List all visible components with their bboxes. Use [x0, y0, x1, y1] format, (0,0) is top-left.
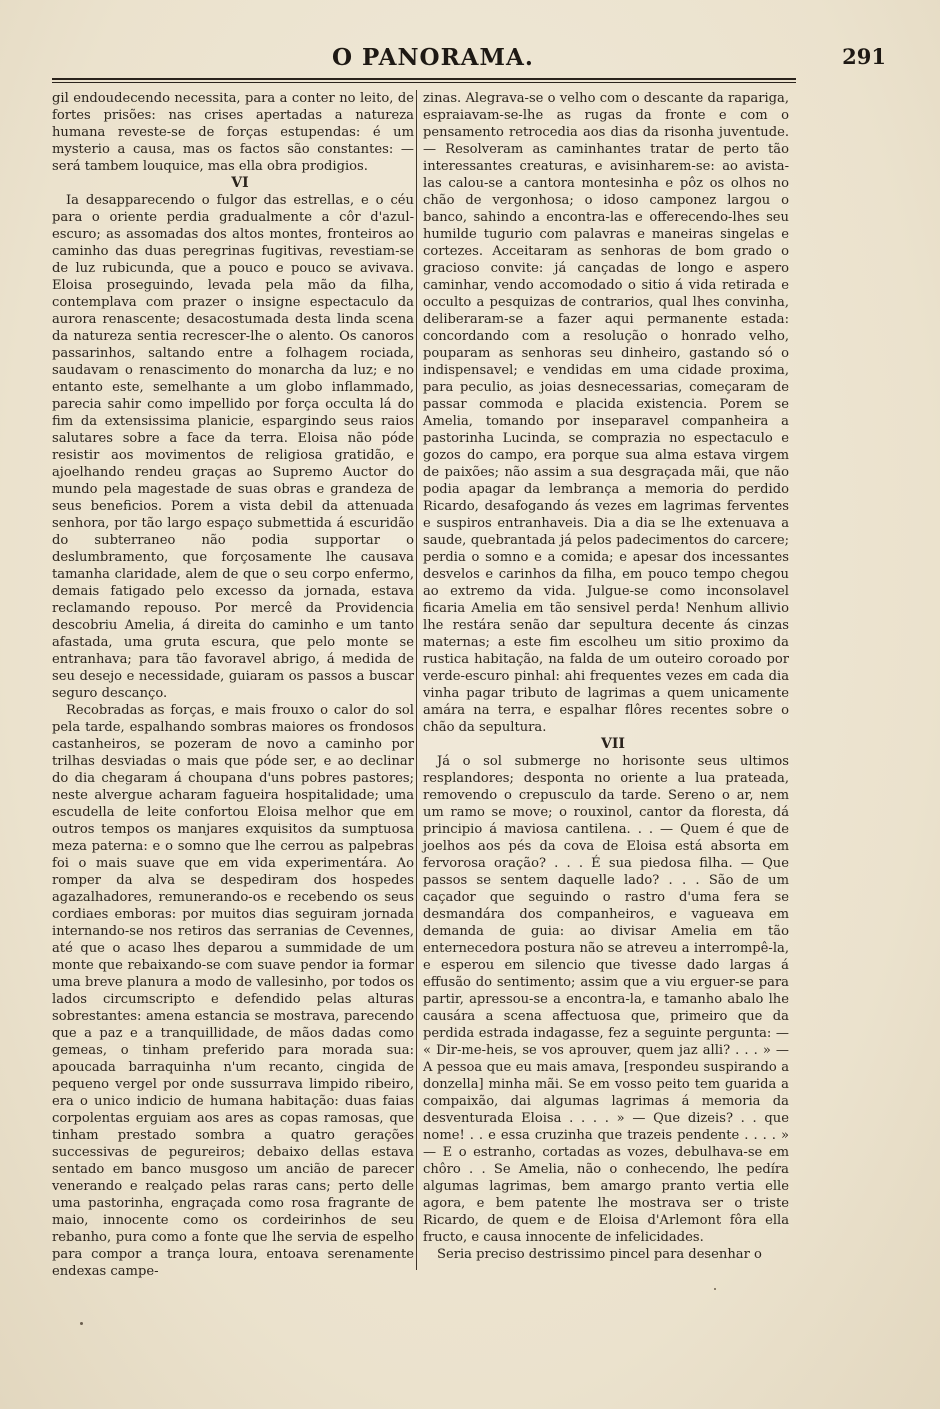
right-paragraph-2: Já o sol submerge no horisonte seus ultimos resplandores; desponta no oriente a lua prateada, removendo o crepusculo da tarde. Sereno o ar, nem um ramo se move; o rouxinol, cantor da floresta, dá principio á maviosa cantilena. . . — Quem é que de joelhos aos pés da cova de Eloisa está absorta em fervorosa oração? . . . É sua piedosa filha. — Que passos se sentem daquelle lado? . . . São de um caçador que seguindo o rastro d'uma fera se desmandára dos companheiros, e vagueava em demanda de guia: ao divisar Amelia em tão enternecedora postura não se atreveu a interrompê-la, e esperou em silencio que tivesse dado largas á effusão do sentimento; assim que a viu erguer-se para partir, apressou-se a encontra-la, e tamanho abalo lhe causára a scena affectuosa que, primeiro que da perdida estrada indagasse, fez a seguinte pergunta: — « Dir-me-heis, se vos aprouver, quem jaz alli? . . . » — A pessoa que eu mais amava, [respondeu suspirando a donzella] minha mãi. Se em vosso peito tem guarida a compaixão, dai algumas lagrimas á memoria da desventurada Eloisa . . . . » — Que dizeis? . . que nome! . . e essa cruzinha que trazeis pendente . . . . » — E o estranho, cortadas as vozes, debulhava-se em chôro . . Se Amelia, não o conhecendo, lhe pedíra algumas lagrimas, bem amargo pranto vertia elle agora, e bem patente lhe mostrava ser o triste Ricardo, de quem e de Eloisa d'Arlemont fôra ella fructo, e causa innocente de infelicidades. [423, 754, 789, 1245]
left-paragraph-1: gil endoudecendo necessita, para a conter no leito, de fortes prisões: nas crises apertadas a natureza humana reveste-se de forças estupendas: é um mysterio a causa, mas os factos são constantes: — será tambem louquice, mas ella obra prodigios. [52, 91, 414, 174]
paper-speck [714, 1288, 716, 1290]
page-number: 291 [842, 44, 886, 69]
section-heading-vii: VII [601, 736, 625, 752]
right-paragraph-1: zinas. Alegrava-se o velho com o descante da rapariga, espraiavam-se-lhe as rugas da fronte e com o pensamento retrocedia aos dias da risonha juventude. — Resolveram as caminhantes tratar de perto tão interessantes creaturas, e avisinharem-se: ao avista-las calou-se a cantora montesinha e pôz os olhos no chão de vergonhosa; o idoso camponez largou o banco, sahindo a encontra-las e offerecendo-lhes seu humilde tugurio com palavras e maneiras singelas e cortezes. Acceitaram as senhoras de bom grado o gracioso convite: já cançadas de longo e aspero caminhar, vendo accomodado o sitio á vida retirada e occulto a pesquizas de contrarios, qual lhes convinha, deliberaram-se a fazer aqui permanente estada: concordando com a resolução o honrado velho, pouparam as senhoras seu dinheiro, gastando só o indispensavel; e vendidas em uma cidade proxima, para peculio, as joias desnecessarias, começaram de passar commoda e placida existencia. Porem se Amelia, tomando por inseparavel companheira a pastorinha Lucinda, se comprazia no espectaculo e gozos do campo, era porque sua alma estava virgem de paixões; não assim a sua desgraçada mãi, que não podia apagar da lembrança a memoria do perdido Ricardo, desafogando ás vezes em lagrimas ferventes e suspiros entranhaveis. Dia a dia se lhe extenuava a saude, quebrantada já pelos padecimentos do carcere; perdia o somno e a comida; e apesar dos incessantes desvelos e carinhos da filha, em pouco tempo chegou ao extremo da vida. Julgue-se como inconsolavel ficaria Amelia em tão sensivel perda! Nenhum allivio lhe restára senão dar sepultura decente ás cinzas maternas; a este fim escolheu um sitio proximo da rustica habitação, na falda de um outeiro coroado por verde-escuro pinhal: ahi frequentes vezes em cada dia vinha pagar tributo de lagrimas a quem unicamente amára na terra, e espalhar flôres recentes sobre o chão da sepultura. [423, 91, 789, 735]
paper-speck [80, 1322, 83, 1325]
right-column [423, 90, 789, 1263]
header-rule-thin [52, 82, 796, 83]
left-paragraph-2: Ia desapparecendo o fulgor das estrellas, e o céu para o oriente perdia gradualmente a côr d'azul-escuro; as assomadas dos altos montes, fronteiros ao caminho das duas peregrinas fugitivas, revestiam-se de luz rubicunda, que a pouco e pouco se avivava. Eloisa proseguindo, levada pela mão da filha, contemplava com prazer o insigne espectaculo da aurora renascente; desacostumada desta linda scena da natureza sentia recrescer-lhe o alento. Os canoros passarinhos, saltando entre a folhagem rociada, saudavam o renascimento do monarcha da luz; e no entanto este, semelhante a um globo inflammado, parecia sahir como impellido por força occulta lá do fim da extensissima planicie, espargindo seus raios salutares sobre a face da terra. Eloisa não póde resistir aos movimentos de religiosa gratidão, e ajoelhando rendeu graças ao Supremo Auctor do mundo pela magestade de suas obras e grandeza de seus beneficios. Porem a vista debil da attenuada senhora, por tão largo espaço submettida á escuridão do subterraneo não podia supportar o deslumbramento, que forçosamente lhe causava tamanha claridade, alem de que o seu corpo enfermo, demais fatigado pelo excesso da jornada, estava reclamando repouso. Por mercê da Providencia descobriu Amelia, á direita do caminho e um tanto afastada, uma gruta escura, que pelo monte se entranhava; para tão favoravel abrigo, á medida de seu desejo e necessidade, guiaram os passos a buscar seguro descanço. [52, 193, 414, 701]
section-heading-vi: VI [231, 175, 249, 191]
header-rule [52, 78, 796, 80]
page-header [52, 42, 886, 78]
right-paragraph-3: Seria preciso destrissimo pincel para desenhar o [437, 1247, 762, 1262]
journal-title: O PANORAMA. [332, 44, 534, 71]
left-column [52, 90, 414, 1280]
column-divider [416, 90, 417, 1270]
left-paragraph-3: Recobradas as forças, e mais frouxo o calor do sol pela tarde, espalhando sombras maiores os frondosos castanheiros, se pozeram de novo a caminho por trilhas desviadas o mais que póde ser, e ao declinar do dia chegaram á choupana d'uns pobres pastores; neste alvergue acharam fagueira hospitalidade; uma escudella de leite confortou Eloisa melhor que em outros tempos os manjares exquisitos da sumptuosa meza paterna: e o somno que lhe cerrou as palpebras foi o mais suave que em vida experimentára. Ao romper da alva se despediram dos hospedes agazalhadores, remunerando-os e recebendo os seus cordiaes emboras: por muitos dias seguiram jornada internando-se nos retiros das serranias de Cevennes, até que o acaso lhes deparou a summidade de um monte que rebaixando-se com suave pendor ia formar uma breve planura a modo de vallesinho, por todos os lados circumscripto e defendido pelas alturas sobrestantes: amena estancia se mostrava, parecendo que a paz e a tranquillidade, de mãos dadas como gemeas, o tinham preferido para morada sua: apoucada barraquinha n'um recanto, cingida de pequeno vergel por onde sussurrava limpido ribeiro, era o unico indicio de humana habitação: duas faias corpolentas erguiam aos ares as copas ramosas, que tinham prestado sombra a quatro gerações successivas de pegureiros; debaixo dellas estava sentado em banco musgoso um ancião de parecer venerando e realçado pelas raras cans; perto delle uma pastorinha, engraçada como rosa fragrante de maio, innocente como os cordeirinhos de seu rebanho, pura como a fonte que lhe servia de espelho para compor a trança loura, entoava serenamente endexas campe- [52, 703, 414, 1279]
